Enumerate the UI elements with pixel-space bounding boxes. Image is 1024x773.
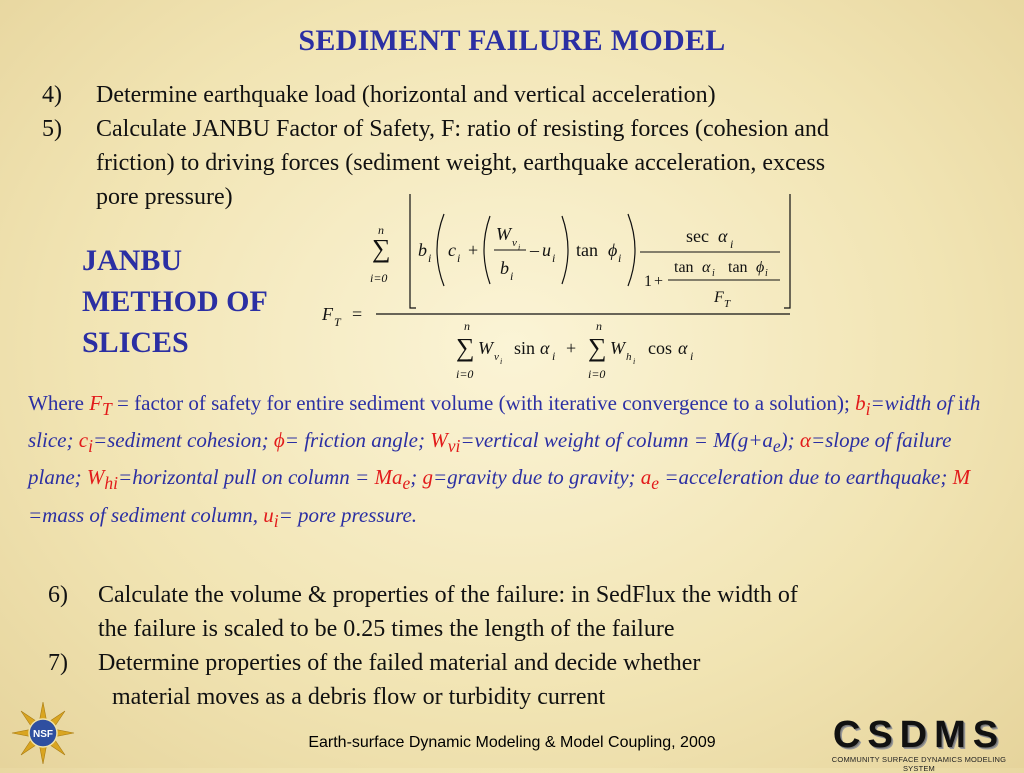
formula-w: W — [478, 338, 493, 358]
sym-m: M — [952, 465, 971, 490]
formula-sub: i — [765, 268, 768, 279]
def-text: = friction angle; — [284, 428, 431, 453]
def-text: =mass of sediment column, — [28, 502, 264, 527]
def-text: th slice; — [28, 391, 981, 453]
def-text: =sediment cohesion; — [92, 428, 274, 453]
janbu-line: JANBU — [82, 244, 183, 277]
formula-f: F — [714, 289, 724, 306]
sym-sub: T — [102, 399, 112, 420]
step-text-line: material moves as a debris flow or turbidity current — [112, 684, 606, 710]
sum-bottom: i=0 — [456, 367, 474, 381]
step-4 — [42, 78, 1012, 112]
formula-plus: + — [468, 240, 479, 260]
def-text: =vertical weight of column = M(g+a — [460, 428, 773, 453]
sym-sub: i — [88, 436, 93, 457]
step-text: Determine earthquake load (horizontal and vertical acceleration) — [96, 82, 716, 108]
formula-sub: h — [626, 351, 632, 363]
sum-sign: ∑ — [456, 333, 475, 362]
formula-sub: i — [712, 268, 715, 279]
formula-sub: i — [618, 251, 622, 265]
formula-cos: cos — [648, 338, 672, 358]
formula-alpha: α — [718, 226, 728, 246]
formula-w: W — [496, 224, 511, 244]
def-text: Where — [28, 391, 90, 415]
step-text-line: Calculate the volume & properties of the failure: in SedFlux the width of — [98, 582, 798, 608]
sum-top: n — [464, 319, 470, 333]
formula-tan: tan — [576, 240, 598, 260]
sym-b: b — [855, 391, 866, 415]
formula-sub: i — [457, 251, 461, 265]
sum-sign: ∑ — [372, 234, 391, 263]
step-number: 4) — [42, 82, 62, 108]
sym-sub: e — [651, 473, 660, 494]
nsf-logo — [10, 700, 76, 766]
def-text: ); — [780, 428, 800, 453]
sym-sub: hi — [104, 473, 119, 494]
formula-phi: ϕ — [608, 240, 618, 260]
formula-sub: i — [633, 357, 636, 366]
formula-sub: i — [518, 243, 521, 252]
formula-u: u — [542, 240, 551, 260]
formula-sub: T — [724, 298, 731, 310]
def-text: = pore pressure. — [278, 502, 418, 527]
janbu-method-label — [82, 240, 312, 363]
sym-ma: Ma — [374, 465, 403, 490]
formula-sub: i — [690, 349, 694, 363]
formula-ft: F — [322, 304, 333, 324]
def-text: =slope of failure plane; — [28, 428, 952, 490]
formula-sub: i — [510, 269, 514, 283]
formula-c: c — [448, 240, 456, 260]
inner-paren-left — [484, 216, 490, 284]
step-number: 7) — [48, 650, 68, 676]
formula-alpha: α — [678, 338, 688, 358]
step-number: 6) — [48, 582, 68, 608]
def-text: =acceleration due to earthquake; — [659, 465, 953, 490]
sym-phi: ϕ — [273, 428, 285, 453]
inner-paren-right — [562, 216, 568, 284]
formula-alpha: α — [702, 259, 711, 276]
paren-right — [628, 214, 635, 286]
formula-sub: i — [552, 251, 556, 265]
right-bracket — [784, 194, 790, 308]
formula-plus: + — [654, 273, 664, 290]
formula-alpha: α — [540, 338, 550, 358]
where-definitions — [28, 388, 1008, 537]
sym-c: c — [78, 428, 89, 453]
formula-plus: + — [566, 338, 577, 358]
sum-sign: ∑ — [588, 333, 607, 362]
sym-sub: i — [273, 510, 279, 531]
def-sub: e — [772, 436, 781, 457]
janbu-formula — [318, 186, 798, 386]
formula-sub: v — [494, 351, 499, 363]
sum-top: n — [596, 319, 602, 333]
footer-text: Earth-surface Dynamic Modeling & Model Coupling, 2009 — [308, 734, 716, 751]
step-7 — [48, 646, 998, 714]
formula-b: b — [418, 240, 427, 260]
step-text-line: the failure is scaled to be 0.25 times the length of the failure — [98, 616, 675, 642]
formula-minus: – — [530, 240, 539, 260]
formula-b: b — [500, 258, 509, 278]
formula-ft-sub: T — [334, 315, 341, 329]
sym-wv: W — [430, 428, 448, 453]
formula-sub: v — [512, 237, 517, 249]
sym-sub: i — [865, 399, 871, 420]
formula-equals: = — [352, 304, 363, 324]
sym-ft: F — [89, 391, 103, 415]
sym-ae: a — [640, 465, 652, 490]
formula-phi: ϕ — [756, 259, 765, 276]
csdms-logo-text: CSDMS — [832, 714, 1006, 756]
formula-sub: i — [552, 349, 556, 363]
step-text-line: Determine properties of the failed material and decide whether — [98, 650, 701, 676]
formula-one: 1 — [644, 273, 652, 290]
csdms-logo — [820, 714, 1018, 773]
janbu-line: SLICES — [82, 326, 189, 359]
step-text-line: friction) to driving forces (sediment weight, earthquake acceleration, excess — [96, 150, 826, 176]
sum-bottom: i=0 — [588, 367, 606, 381]
sym-u: u — [263, 502, 274, 527]
paren-left — [437, 214, 444, 286]
slide-title: SEDIMENT FAILURE MODEL — [298, 24, 726, 57]
def-text: = factor of safety for entire sediment volume (with iterative convergence to a solution); — [111, 391, 856, 415]
formula-w: W — [610, 338, 625, 358]
sym-wh: W — [86, 465, 105, 490]
formula-sin: sin — [514, 338, 536, 358]
sym-sub: vi — [447, 436, 461, 457]
nsf-logo-text: NSF — [33, 729, 53, 740]
sym-alpha: α — [799, 428, 811, 453]
def-text: i — [958, 391, 964, 415]
step-6 — [48, 578, 998, 646]
step-text-line: pore pressure) — [96, 184, 233, 210]
formula-tan: tan — [674, 259, 694, 276]
def-text: =width of — [870, 391, 959, 415]
formula-sub: i — [730, 237, 734, 251]
sum-bottom: i=0 — [370, 271, 388, 285]
left-bracket — [410, 194, 416, 308]
sum-top: n — [378, 223, 384, 237]
step-number: 5) — [42, 116, 62, 142]
formula-tan: tan — [728, 259, 748, 276]
def-text: =gravity due to gravity; — [433, 465, 641, 490]
csdms-logo-subtitle: COMMUNITY SURFACE DYNAMICS MODELING SYSTEM — [831, 755, 1007, 773]
formula-sec: sec — [686, 226, 709, 246]
sym-g: g — [422, 465, 433, 490]
formula-sub: i — [500, 357, 503, 366]
formula-sub: i — [428, 251, 432, 265]
sym-sub: e — [402, 473, 411, 494]
def-text: =horizontal pull on column = — [118, 465, 375, 490]
janbu-line: METHOD OF — [82, 285, 268, 318]
step-text-line: Calculate JANBU Factor of Safety, F: ratio of resisting forces (cohesion and — [96, 116, 829, 142]
def-text: ; — [410, 465, 418, 490]
